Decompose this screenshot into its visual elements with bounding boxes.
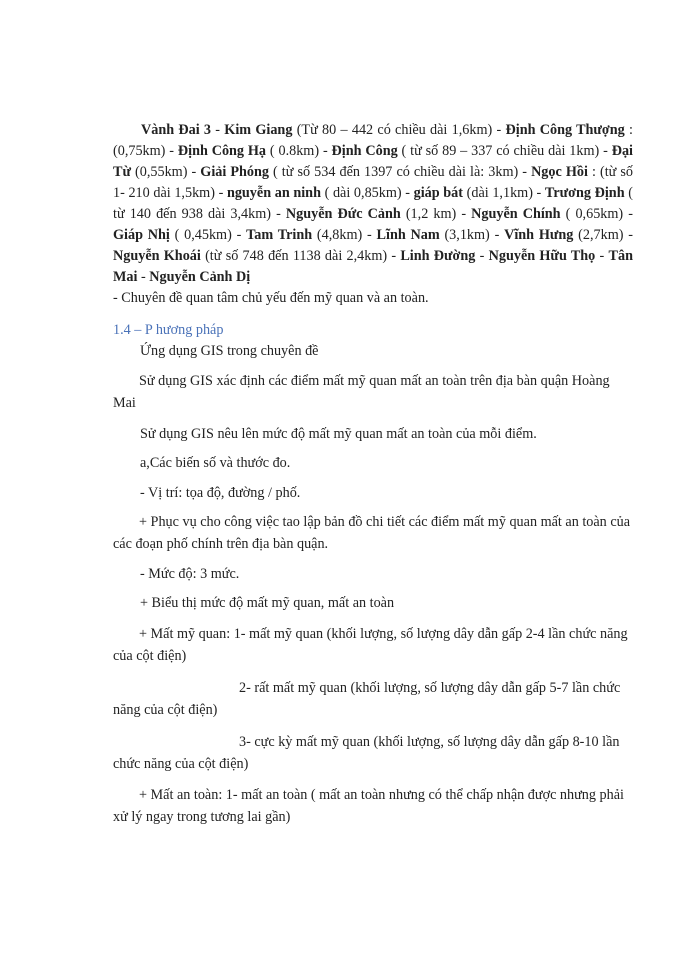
road-name: Trương Định <box>544 185 625 201</box>
section-heading: 1.4 – P hương pháp <box>113 322 224 338</box>
road-length-note: ( 0.8km) <box>266 143 320 159</box>
road-length-note: ( 0,65km) <box>560 206 624 222</box>
road-length-note: (3,1km) <box>439 227 490 243</box>
gis-level-line: Sử dụng GIS nêu lên mức độ mất mỹ quan mất an toàn của mỗi điểm. <box>140 426 537 442</box>
road-name: Ngọc Hồi <box>531 164 588 180</box>
road-length-note: : (0,75km) <box>113 122 633 159</box>
road-length-note: ( từ số 534 đến 1397 có chiều dài là: 3km) <box>268 164 519 180</box>
aesthetic-level-1: + Mất mỹ quan: 1- mất mỹ quan (khối lượng, số lượng dây dẫn gấp 2-4 lần chức năng của cột điện) <box>113 626 628 664</box>
road-name: Tam Trinh <box>246 227 313 243</box>
road-name: Định Công Thượng <box>505 122 625 138</box>
road-name: Kim Giang <box>224 122 293 138</box>
road-name: nguyễn an ninh <box>226 185 321 201</box>
road-name: Nguyễn Đức Cảnh <box>285 206 401 222</box>
road-length-note: ( từ 140 đến 938 dài 3,4km) <box>113 185 633 222</box>
position-line: - Vị trí: tọa độ, đường / phố. <box>140 485 301 501</box>
road-name: Giáp Nhị <box>113 227 170 243</box>
safety-level-1: + Mất an toàn: 1- mất an toàn ( mất an toàn nhưng có thể chấp nhận được nhưng phải xử lý ngay trong tương lai gần) <box>113 787 624 825</box>
variables-line: a,Các biến số và thước đo. <box>140 455 291 471</box>
road-length-note: (2,7km) <box>573 227 624 243</box>
road-name: Định Công Hạ <box>177 143 267 159</box>
road-name: Vĩnh Hưng <box>504 227 574 243</box>
roads-paragraph <box>113 120 633 309</box>
gis-topic-line: Ứng dụng GIS trong chuyên đề <box>140 343 319 359</box>
road-length-note: ( từ số 89 – 337 có chiều dài 1km) <box>397 143 600 159</box>
road-name: Lĩnh Nam <box>376 227 440 243</box>
road-length-note: ( dài 0,85km) <box>320 185 402 201</box>
road-name: Linh Đường <box>400 248 476 264</box>
aesthetic-level-3: 3- cực kỳ mất mỹ quan (khối lượng, số lượng dây dẫn gấp 8-10 lần chức năng của cột điện) <box>113 734 620 772</box>
road-length-note: (Từ 80 – 442 có chiều dài 1,6km) <box>292 122 493 138</box>
road-name: Nguyễn Hữu Thọ <box>488 248 596 264</box>
degree-line: - Mức độ: 3 mức. <box>140 566 240 582</box>
road-name: Đại Từ <box>113 143 633 180</box>
road-name: Nguyễn Khoái <box>113 248 201 264</box>
road-name: giáp bát <box>413 185 463 201</box>
gis-locate-paragraph: Sử dụng GIS xác định các điểm mất mỹ quan mất an toàn trên địa bàn quận Hoàng Mai <box>113 373 610 411</box>
road-name: Nguyễn Cảnh Dị <box>149 269 251 285</box>
road-name: Vành Đai 3 <box>141 122 212 138</box>
road-length-note: (1,2 km) <box>400 206 457 222</box>
road-length-note: : (từ số 1- 210 dài 1,5km) <box>113 164 633 201</box>
road-name: Định Công <box>331 143 398 159</box>
road-length-note: (0,55km) <box>130 164 188 180</box>
road-name: Tân Mai <box>113 248 633 285</box>
road-length-note: ( 0,45km) <box>169 227 232 243</box>
road-name: Giải Phóng <box>200 164 269 180</box>
serve-paragraph: + Phục vụ cho công việc tao lập bản đồ chi tiết các điểm mất mỹ quan mất an toàn của các đoạn phố chính trên địa bàn quận. <box>113 514 631 552</box>
road-length-note: (từ số 748 đến 1138 dài 2,4km) <box>200 248 388 264</box>
road-name: Nguyễn Chính <box>471 206 561 222</box>
focus-note: - Chuyên đề quan tâm chủ yếu đến mỹ quan và an toàn. <box>113 290 429 306</box>
road-length-note: (4,8km) <box>312 227 363 243</box>
road-list: Vành Đai 3 - Kim Giang (Từ 80 – 442 có chiều dài 1,6km) - Định Công Thượng : (0,75km) - Định Công Hạ ( 0.8km) - Định Công ( từ số 89 – 337 có chiều dài 1km) - Đại Từ (0,55km) - Giải Phóng ( từ số 534 đến 1397 có chiều dài là: 3km) - Ngọc Hồi : (từ số 1- 210 dài 1,5km) - nguyễn an ninh ( dài 0,85km) - giáp bát (dài 1,1km) - Trương Định ( từ 140 đến 938 dài 3,4km) - Nguyễn Đức Cảnh (1,2 km) - Nguyễn Chính ( 0,65km) - Giáp Nhị ( 0,45km) - Tam Trinh (4,8km) - Lĩnh Nam (3,1km) - Vĩnh Hưng (2,7km) - Nguyễn Khoái (từ số 748 đến 1138 dài 2,4km) - Linh Đường - Nguyễn Hữu Thọ - Tân Mai - Nguyễn Cảnh Dị <box>113 122 633 285</box>
aesthetic-level-2: 2- rất mất mỹ quan (khối lượng, số lượng dây dẫn gấp 5-7 lần chức năng của cột điện) <box>113 680 621 718</box>
express-line: + Biểu thị mức độ mất mỹ quan, mất an toàn <box>140 595 395 611</box>
road-length-note: (dài 1,1km) <box>463 185 533 201</box>
